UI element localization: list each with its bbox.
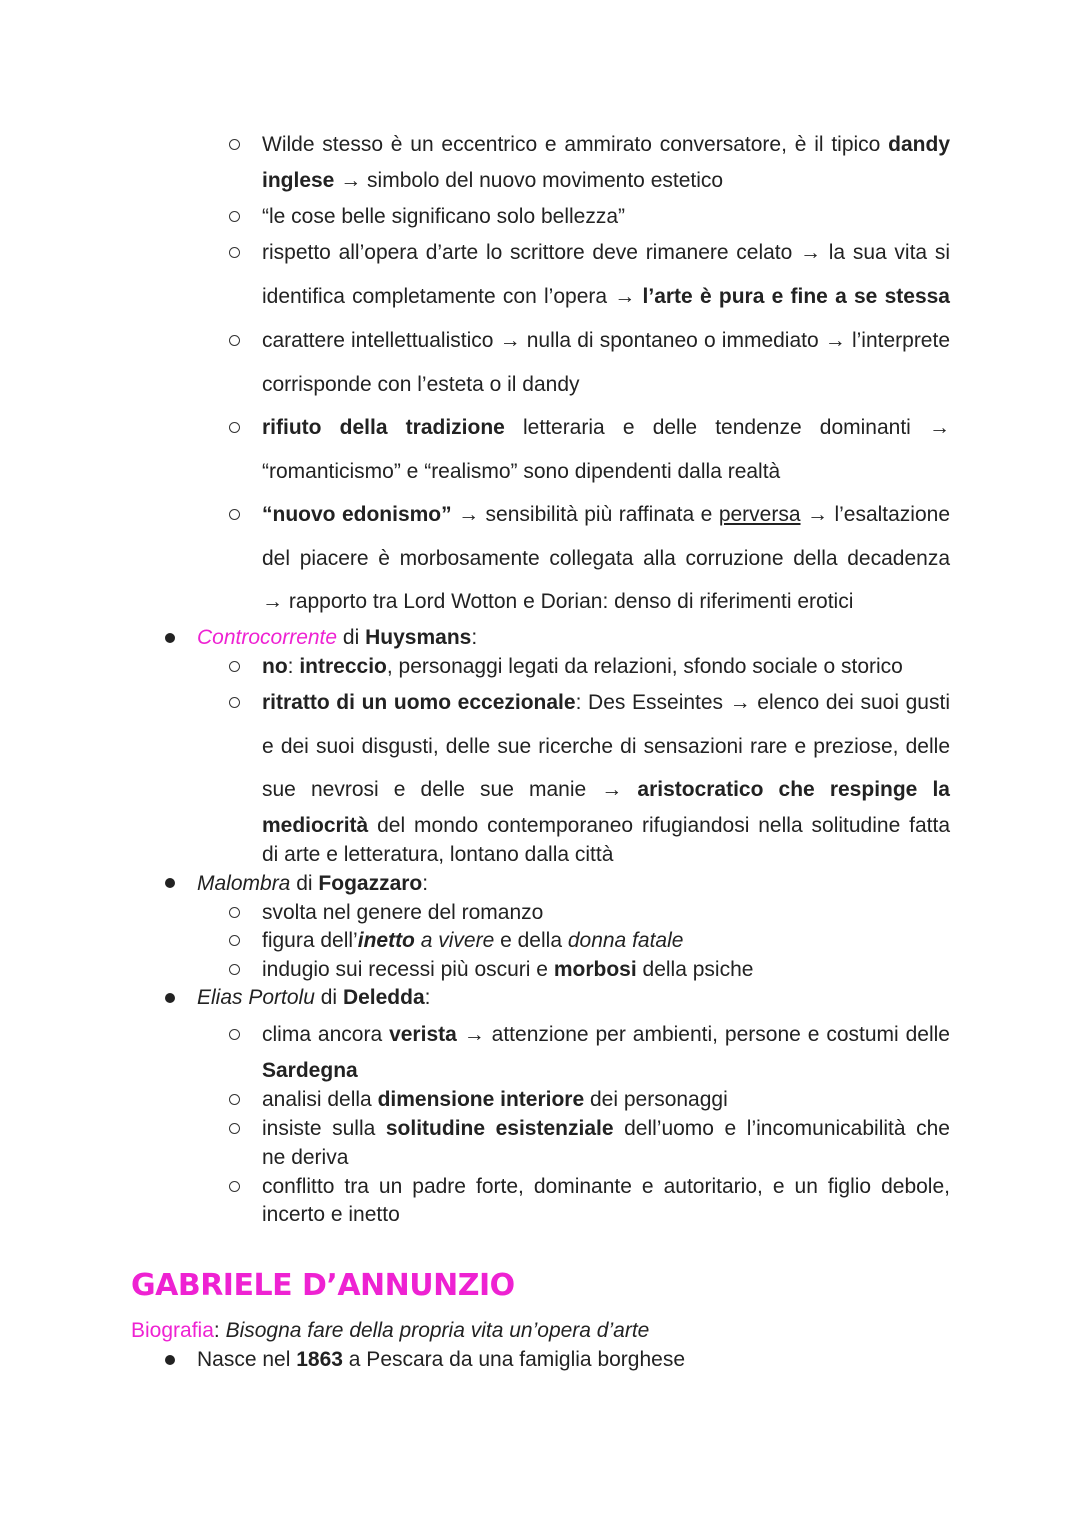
filled-bullet-icon xyxy=(165,993,175,1003)
hollow-bullet-icon xyxy=(229,907,240,918)
hollow-bullet-icon xyxy=(229,211,240,222)
deledda-point-2: analisi della dimensione interiore dei personaggi xyxy=(262,1088,728,1111)
wilde-point-2: “le cose belle significano solo bellezza” xyxy=(262,205,626,228)
hollow-bullet-icon xyxy=(229,247,240,258)
huysmans-point-2-line-5: di arte e letteratura, lontano dalla città xyxy=(262,843,614,866)
wilde-point-3-line-2: identifica completamente con l’opera → l’arte è pura e fine a se stessa xyxy=(262,285,950,308)
hollow-bullet-icon xyxy=(229,1181,240,1192)
deledda-point-3-line-1: insiste sulla solitudine esistenziale dell’uomo e l’incomunicabilità che xyxy=(262,1117,950,1140)
huysmans-point-2-line-2: e dei suoi disgusti, delle sue ricerche di sensazioni rare e preziose, delle xyxy=(262,735,950,758)
fogazzaro-point-2: figura dell’inetto a vivere e della donna fatale xyxy=(262,929,684,952)
deledda-point-4-line-2: incerto e inetto xyxy=(262,1203,400,1226)
huysmans-point-2-line-3: sue nevrosi e delle sue manie → aristocratico che respinge la xyxy=(262,778,950,801)
huysmans-point-2-line-1: ritratto di un uomo eccezionale: Des Esseintes → elenco dei suoi gusti xyxy=(262,691,950,714)
deledda-point-4-line-1: conflitto tra un padre forte, dominante e autoritario, e un figlio debole, xyxy=(262,1175,950,1198)
section-heading: GABRIELE D’ANNUNZIO xyxy=(131,1268,515,1303)
filled-bullet-icon xyxy=(165,878,175,888)
hollow-bullet-icon xyxy=(229,935,240,946)
wilde-point-6-line-3: → rapporto tra Lord Wotton e Dorian: denso di riferimenti erotici xyxy=(262,590,854,613)
filled-bullet-icon xyxy=(165,633,175,643)
hollow-bullet-icon xyxy=(229,335,240,346)
hollow-bullet-icon xyxy=(229,964,240,975)
wilde-point-1-line-2: inglese → simbolo del nuovo movimento estetico xyxy=(262,169,724,192)
huysmans-point-2-line-4: mediocrità del mondo contemporaneo rifugiandosi nella solitudine fatta xyxy=(262,814,951,837)
hollow-bullet-icon xyxy=(229,1029,240,1040)
biography-point-1: Nasce nel 1863 a Pescara da una famiglia borghese xyxy=(197,1348,686,1371)
wilde-point-6-line-2: del piacere è morbosamente collegata alla corruzione della decadenza xyxy=(262,547,950,570)
deledda-point-1-line-2: Sardegna xyxy=(262,1059,358,1082)
deledda-heading: Elias Portolu di Deledda: xyxy=(197,986,431,1009)
wilde-point-3-line-1: rispetto all’opera d’arte lo scrittore deve rimanere celato → la sua vita si xyxy=(262,241,950,264)
hollow-bullet-icon xyxy=(229,661,240,672)
biography-line: Biografia: Bisogna fare della propria vita un’opera d’arte xyxy=(131,1319,650,1342)
fogazzaro-heading: Malombra di Fogazzaro: xyxy=(197,872,429,895)
wilde-point-5-line-1: rifiuto della tradizione letteraria e delle tendenze dominanti → xyxy=(262,416,950,439)
wilde-point-4-line-1: carattere intellettualistico → nulla di spontaneo o immediato → l’interprete xyxy=(262,329,950,352)
wilde-point-4-line-2: corrisponde con l’esteta o il dandy xyxy=(262,373,580,396)
wilde-point-5-line-2: “romanticismo” e “realismo” sono dipendenti dalla realtà xyxy=(262,460,781,483)
hollow-bullet-icon xyxy=(229,697,240,708)
wilde-point-1-line-1: Wilde stesso è un eccentrico e ammirato conversatore, è il tipico dandy xyxy=(262,133,950,156)
hollow-bullet-icon xyxy=(229,509,240,520)
deledda-point-3-line-2: ne deriva xyxy=(262,1146,349,1169)
fogazzaro-point-3: indugio sui recessi più oscuri e morbosi della psiche xyxy=(262,958,754,981)
hollow-bullet-icon xyxy=(229,422,240,433)
huysmans-heading: Controcorrente di Huysmans: xyxy=(197,626,478,649)
wilde-point-6-line-1: “nuovo edonismo” → sensibilità più raffinata e perversa → l’esaltazione xyxy=(262,503,951,526)
huysmans-point-1: no: intreccio, personaggi legati da relazioni, sfondo sociale o storico xyxy=(262,655,903,678)
hollow-bullet-icon xyxy=(229,1123,240,1134)
hollow-bullet-icon xyxy=(229,1094,240,1105)
deledda-point-1-line-1: clima ancora verista → attenzione per ambienti, persone e costumi delle xyxy=(262,1023,950,1046)
fogazzaro-point-1: svolta nel genere del romanzo xyxy=(262,901,544,924)
hollow-bullet-icon xyxy=(229,139,240,150)
filled-bullet-icon xyxy=(165,1355,175,1365)
